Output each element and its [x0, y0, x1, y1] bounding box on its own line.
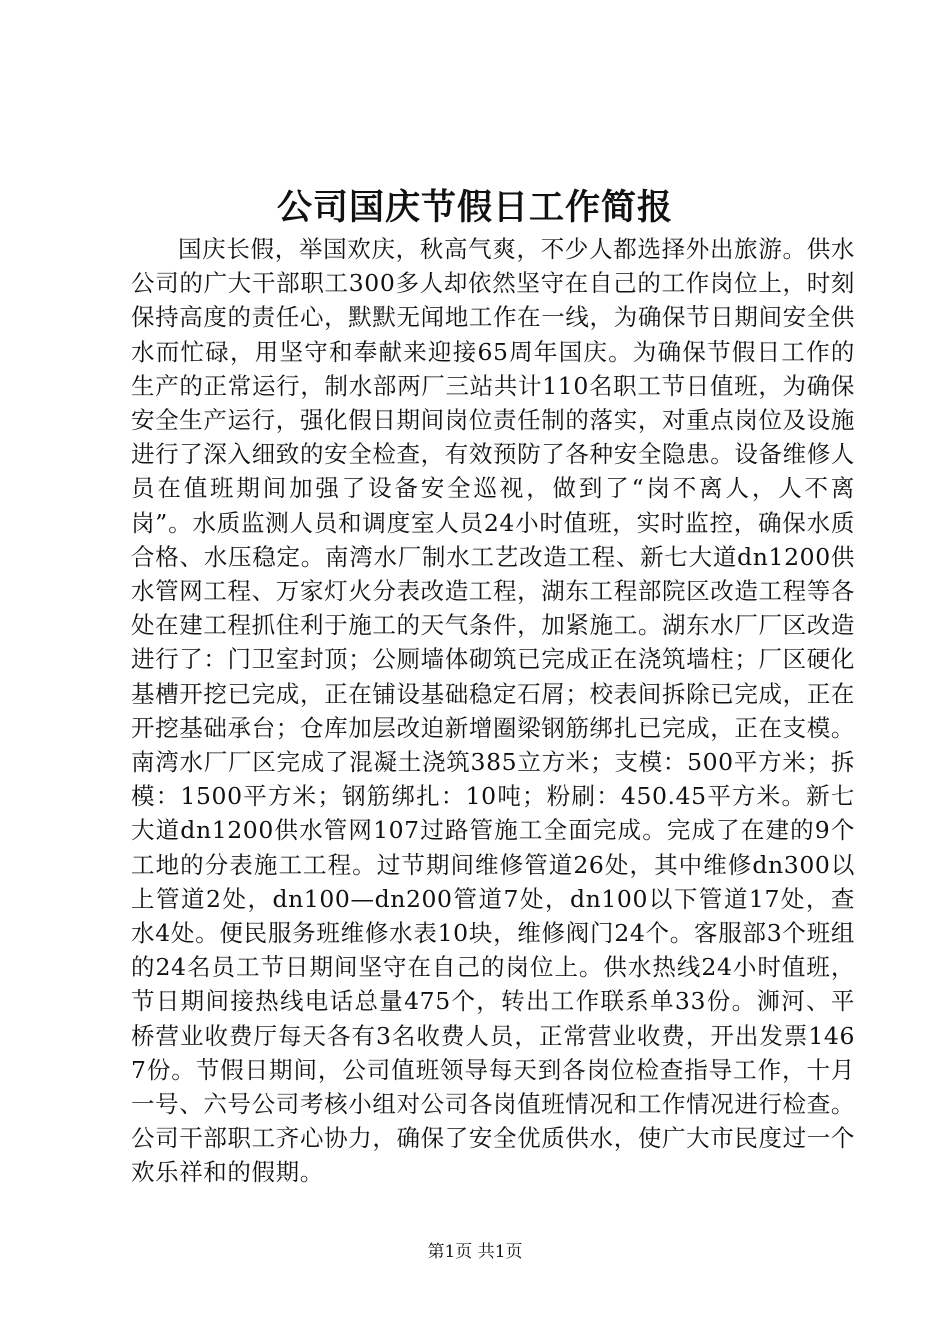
- page-number-footer: 第1页 共1页: [427, 1242, 523, 1262]
- document-body-paragraph: 国庆长假，举国欢庆，秋高气爽，不少人都选择外出旅游。供水公司的广大干部职工300多人却依然坚守在自己的工作岗位上，时刻保持高度的责任心，默默无闻地工作在一线，为确保节日期间安全供水而忙碌，用坚守和奉献来迎接65周年国庆。为确保节假日工作的生产的正常运行，制水部两厂三站共计110名职工节日值班，为确保安全生产运行，强化假日期间岗位责任制的落实，对重点岗位及设施进行了深入细致的安全检查，有效预防了各种安全隐患。设备维修人员在值班期间加强了设备安全巡视，做到了“岗不离人，人不离岗”。水质监测人员和调度室人员24小时值班，实时监控，确保水质合格、水压稳定。南湾水厂制水工艺改造工程、新七大道dn1200供水管网工程、万家灯火分表改造工程，湖东工程部院区改造工程等各处在建工程抓住利于施工的天气条件，加紧施工。湖东水厂厂区改造进行了：门卫室封顶；公厕墙体砌筑已完成正在浇筑墙柱；厂区硬化基槽开挖已完成，正在铺设基础稳定石屑；校表间拆除已完成，正在开挖基础承台；仓库加层改迫新增圈梁钢筋绑扎已完成，正在支模。南湾水厂厂区完成了混凝土浇筑385立方米；支模：500平方米；拆模：1500平方米；钢筋绑扎：10吨；粉刷：450.45平方米。新七大道dn1200供水管网107过路管施工全面完成。完成了在建的9个工地的分表施工工程。过节期间维修管道26处，其中维修dn300以上管道2处，dn100—dn200管道7处，dn100以下管道17处，查水4处。便民服务班维修水表10块，维修阀门24个。客服部3个班组的24名员工节日期间坚守在自己的岗位上。供水热线24小时值班，节日期间接热线电话总量475个，转出工作联系单33份。浉河、平桥营业收费厅每天各有3名收费人员，正常营业收费，开出发票1467份。节假日期间，公司值班领导每天到各岗位检查指导工作，十月一号、六号公司考核小组对公司各岗值班情况和工作情况进行检查。公司干部职工齐心协力，确保了安全优质供水，使广大市民度过一个欢乐祥和的假期。: [131, 235, 855, 1187]
- document-title: 公司国庆节假日工作简报: [276, 187, 673, 228]
